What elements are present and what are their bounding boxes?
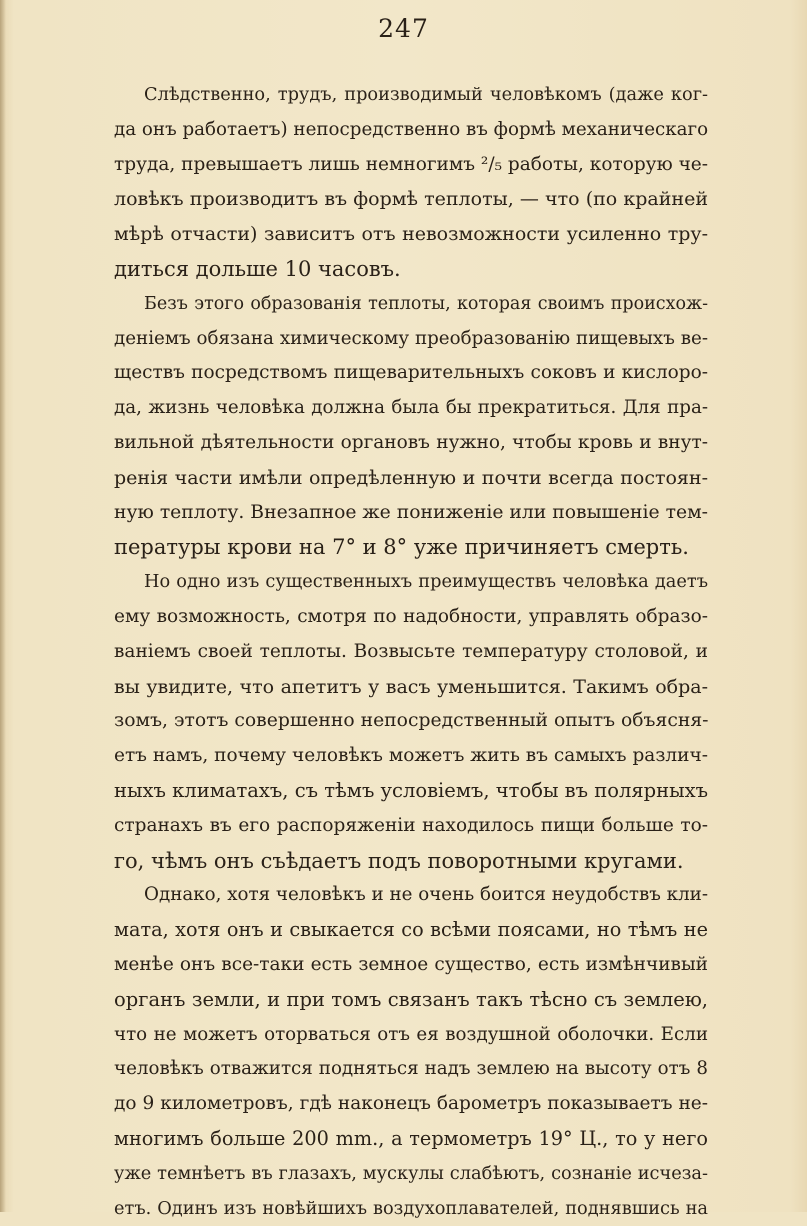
text-line: Однако, хотя человѣкъ и не очень боится неудобствъ кли- xyxy=(114,878,708,913)
text-line: етъ намъ, почему человѣкъ можетъ жить въ самыхъ различ- xyxy=(114,739,708,774)
text-line: да, жизнь человѣка должна была бы прекратиться. Для пра- xyxy=(114,391,708,426)
text-line: ловѣкъ производитъ въ формѣ теплоты, — что (по крайней xyxy=(114,182,708,217)
body-text xyxy=(114,78,708,1226)
text-line: диться дольше 10 часовъ. xyxy=(114,252,708,287)
text-line: уже темнѣетъ въ глазахъ, мускулы слабѣютъ, сознаніе исчеза- xyxy=(114,1157,708,1192)
text-line: ему возможность, смотря по надобности, управлять образо- xyxy=(114,600,708,635)
text-line: до 9 километровъ, гдѣ наконецъ барометръ показываетъ не- xyxy=(114,1087,708,1122)
text-line: мѣрѣ отчасти) зависитъ отъ невозможности усиленно тру- xyxy=(114,217,708,252)
paragraph xyxy=(114,878,708,1226)
text-line: вы увидите, что апетитъ у васъ уменьшится. Такимъ обра- xyxy=(114,670,708,705)
text-line: го, чѣмъ онъ съѣдаетъ подъ поворотными кругами. xyxy=(114,844,708,879)
text-line: деніемъ обязана химическому преобразованію пищевыхъ ве- xyxy=(114,322,708,357)
text-line: Слѣдственно, трудъ, производимый человѣкомъ (даже ког- xyxy=(114,78,708,113)
page-binding-edge xyxy=(0,0,6,1212)
text-line: ваніемъ своей теплоты. Возвысьте температуру столовой, и xyxy=(114,635,708,670)
text-line: мата, хотя онъ и свыкается со всѣми поясами, но тѣмъ не xyxy=(114,913,708,948)
text-line: странахъ въ его распоряженіи находилось пищи больше то- xyxy=(114,809,708,844)
text-line: пературы крови на 7° и 8° уже причиняетъ смерть. xyxy=(114,530,708,565)
text-line: да онъ работаетъ) непосредственно въ формѣ механическаго xyxy=(114,113,708,148)
paragraph xyxy=(114,78,708,287)
text-line: Безъ этого образованія теплоты, которая своимъ происхож- xyxy=(114,287,708,322)
paragraph xyxy=(114,287,708,565)
text-line: зомъ, этотъ совершенно непосредственный опытъ объясня- xyxy=(114,704,708,739)
text-line: етъ. Одинъ изъ новѣйшихъ воздухоплавателей, поднявшись на xyxy=(114,1192,708,1226)
text-line: труда, превышаетъ лишь немногимъ ²/₅ работы, которую че- xyxy=(114,148,708,183)
text-line: что не можетъ оторваться отъ ея воздушной оболочки. Если xyxy=(114,1018,708,1053)
text-line: ныхъ климатахъ, съ тѣмъ условіемъ, чтобы въ полярныхъ xyxy=(114,774,708,809)
text-line: многимъ больше 200 mm., а термометръ 19° Ц., то у него xyxy=(114,1122,708,1157)
text-line: человѣкъ отважится подняться надъ землею на высоту отъ 8 xyxy=(114,1052,708,1087)
text-line: вильной дѣятельности органовъ нужно, чтобы кровь и внут- xyxy=(114,426,708,461)
text-line: ную теплоту. Внезапное же пониженіе или повышеніе тем- xyxy=(114,496,708,531)
text-line: ренія части имѣли опредѣленную и почти всегда постоян- xyxy=(114,461,708,496)
paragraph xyxy=(114,565,708,878)
text-line: органъ земли, и при томъ связанъ такъ тѣсно съ землею, xyxy=(114,983,708,1018)
page-number: 247 xyxy=(0,14,807,43)
text-line: менѣе онъ все-таки есть земное существо, есть измѣнчивый xyxy=(114,948,708,983)
text-line: Но одно изъ существенныхъ преимуществъ человѣка даетъ xyxy=(114,565,708,600)
text-line: ществъ посредствомъ пищеварительныхъ соковъ и кислоро- xyxy=(114,356,708,391)
